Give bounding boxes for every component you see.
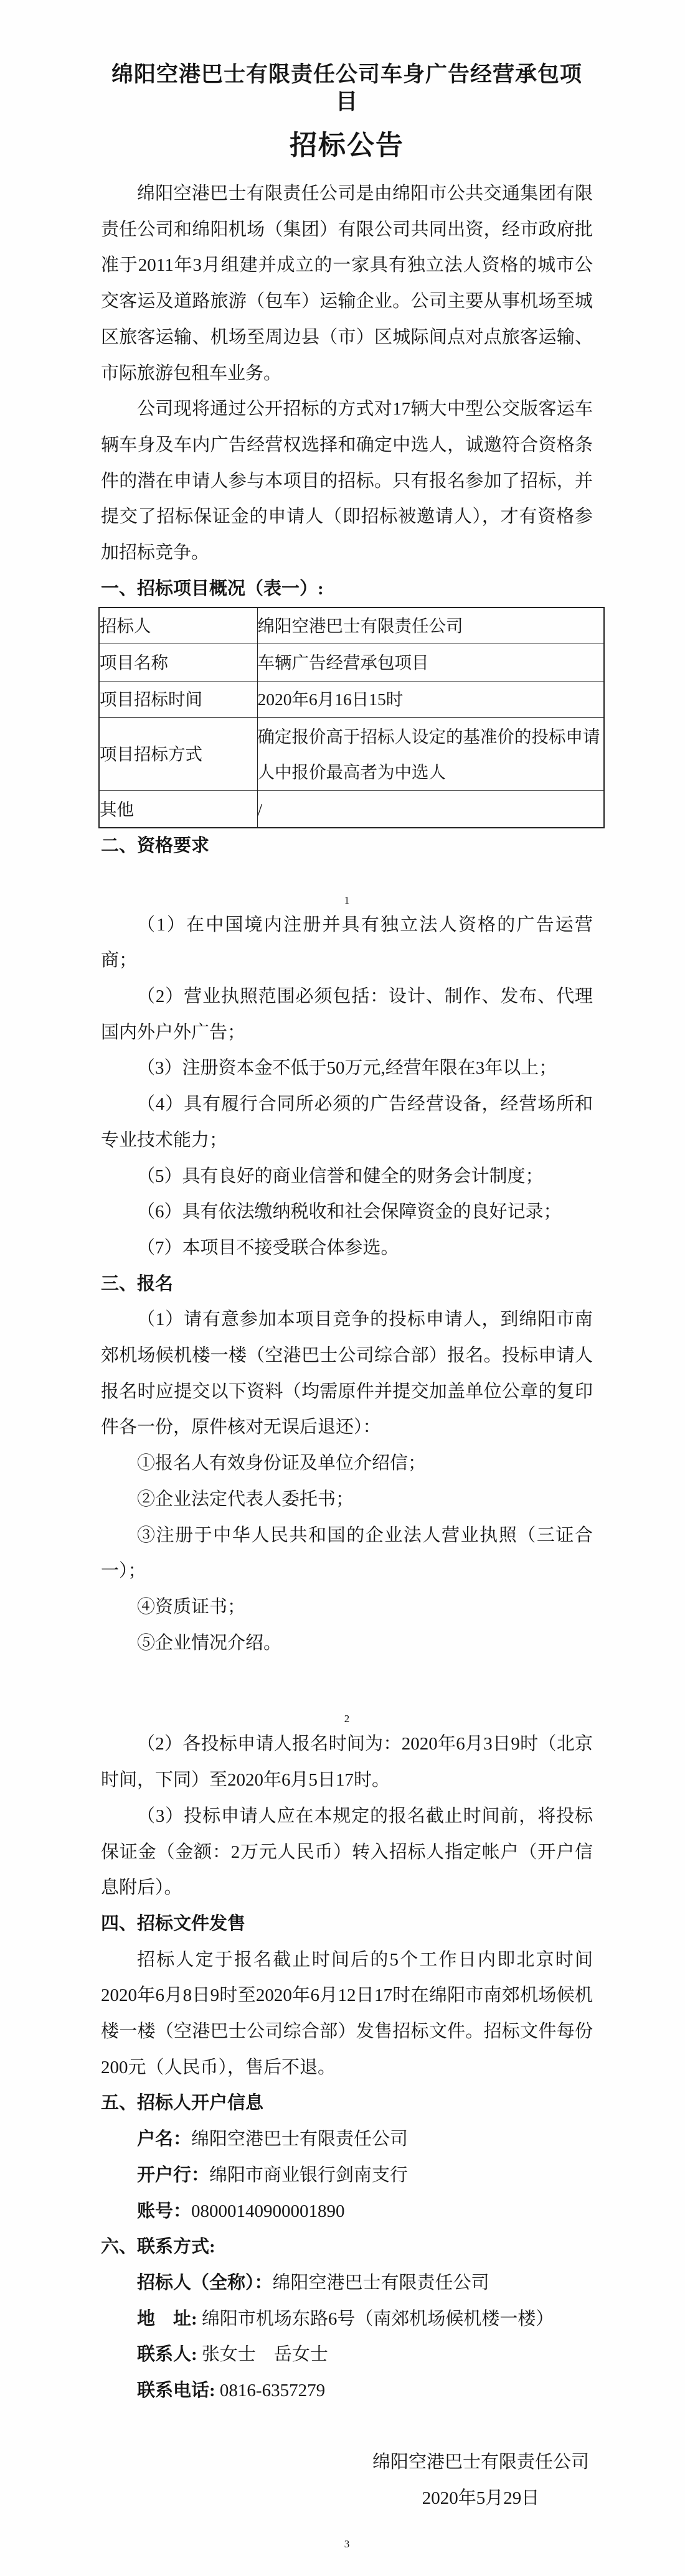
intro-paragraph-1: 绵阳空港巴士有限责任公司是由绵阳市公共交通集团有限责任公司和绵阳机场（集团）有限公司共同出资，经市政府批准于2011年3月组建并成立的一家具有独立法人资格的城市公交客运及道路旅游（包车）运输企业。公司主要从事机场至城区旅客运输、机场至周边县（市）区城际间点对点旅客运输、市际旅游包租车业务。	[101, 184, 593, 383]
account-value: 绵阳空港巴士有限责任公司	[191, 2129, 409, 2150]
contact-value: 绵阳市机场东路6号（南郊机场候机楼一楼）	[201, 2308, 554, 2329]
table-cell-value: /	[257, 791, 604, 828]
page-number-3: 3	[344, 2537, 350, 2550]
table-row	[99, 791, 604, 828]
table-row	[99, 607, 604, 644]
qualification-item: （3）注册资本金不低于50万元,经营年限在3年以上；	[137, 1058, 557, 1079]
qualification-item: （6）具有依法缴纳税收和社会保障资金的良好记录；	[137, 1202, 562, 1222]
account-line-number	[101, 2194, 593, 2230]
section-heading-account: 五、招标人开户信息	[101, 2093, 264, 2114]
table-cell-value: 2020年6月16日15时	[257, 681, 604, 718]
contact-line-tenderer	[101, 2265, 593, 2302]
table-cell-value: 绵阳空港巴士有限责任公司	[257, 607, 604, 644]
table-row	[99, 644, 604, 681]
table-row	[99, 718, 604, 791]
account-label: 账号：	[137, 2201, 192, 2221]
signature-block	[372, 2445, 589, 2516]
account-value: 绵阳市商业银行剑南支行	[209, 2165, 409, 2185]
registration-item-1: （1）请有意参加本项目竞争的投标申请人，到绵阳市南郊机场候机楼一楼（空港巴士公司综合部）报名。投标申请人报名时应提交以下资料（均需原件并提交加盖单位公章的复印件各一份，原件核对无误后退还）：	[101, 1309, 593, 1438]
qualification-item: （1）在中国境内注册并具有独立法人资格的广告运营商；	[101, 914, 593, 971]
account-line-name	[101, 2122, 593, 2158]
material-item: ⑤企业情况介绍。	[137, 1632, 282, 1653]
contact-value: 张女士 岳女士	[201, 2344, 328, 2365]
page-number-1: 1	[344, 894, 350, 906]
contact-line-phone	[101, 2373, 593, 2409]
contact-line-person	[101, 2337, 593, 2373]
material-item: ①报名人有效身份证及单位介绍信；	[137, 1453, 427, 1474]
section-heading-registration: 三、报名	[101, 1273, 174, 1294]
table-cell-label: 项目招标方式	[99, 718, 257, 791]
section-heading-contact: 六、联系方式:	[101, 2237, 215, 2257]
material-item: ④资质证书；	[137, 1597, 246, 1617]
page-number-2: 2	[344, 1713, 350, 1725]
table-cell-label: 项目名称	[99, 644, 257, 681]
account-label: 户名：	[137, 2129, 192, 2150]
contact-label: 联系人:	[137, 2344, 202, 2365]
signature-date: 2020年5月29日	[422, 2488, 540, 2509]
contact-label: 地 址:	[137, 2308, 202, 2329]
qualification-item: （5）具有良好的商业信誉和健全的财务会计制度；	[137, 1166, 544, 1186]
table-cell-label: 招标人	[99, 607, 257, 644]
account-label: 开户行：	[137, 2165, 210, 2185]
qualification-item: （2）营业执照范围必须包括：设计、制作、发布、代理国内外户外广告；	[101, 986, 593, 1042]
table-row	[99, 681, 604, 718]
doc-subtitle: 招标公告	[290, 130, 404, 161]
contact-value: 绵阳空港巴士有限责任公司	[272, 2272, 489, 2293]
table-cell-value: 车辆广告经营承包项目	[257, 644, 604, 681]
project-overview-table	[98, 607, 605, 828]
contact-label: 联系电话:	[137, 2381, 220, 2401]
contact-label: 招标人（全称）：	[137, 2272, 273, 2293]
qualification-item: （7）本项目不接受联合体参选。	[137, 1237, 399, 1258]
signature-company: 绵阳空港巴士有限责任公司	[372, 2452, 589, 2473]
table-cell-label: 项目招标时间	[99, 681, 257, 718]
contact-line-address	[101, 2302, 593, 2338]
section-heading-qualification: 二、资格要求	[101, 835, 210, 856]
registration-item-2: （2）各投标申请人报名时间为：2020年6月3日9时（北京时间，下同）至2020年6月5日17时。	[101, 1734, 593, 1791]
contact-value: 0816-6357279	[219, 2381, 326, 2401]
intro-paragraph-2: 公司现将通过公开招标的方式对17辆大中型公交版客运车辆车身及车内广告经营权选择和确定中选人，诚邀符合资格条件的潜在申请人参与本项目的招标。只有报名参加了招标，并提交了招标保证金的申请人（即招标被邀请人），才有资格参加招标竞争。	[101, 399, 593, 563]
registration-item-3: （3）投标申请人应在本规定的报名截止时间前，将投标保证金（金额：2万元人民币）转入招标人指定帐户（开户信息附后）。	[101, 1806, 593, 1898]
account-line-bank	[101, 2158, 593, 2194]
qualification-item: （4）具有履行合同所必须的广告经营设备，经营场所和专业技术能力；	[101, 1094, 593, 1150]
table-cell-value: 确定报价高于招标人设定的基准价的投标申请人中报价最高者为中选人	[257, 718, 604, 791]
sale-paragraph: 招标人定于报名截止时间后的5个工作日内即北京时间2020年6月8日9时至2020年6月12日17时在绵阳市南郊机场候机楼一楼（空港巴士公司综合部）发售招标文件。招标文件每份200元（人民币），售后不退。	[101, 1949, 593, 2077]
table-cell-label: 其他	[99, 791, 257, 828]
account-value: 08000140900001890	[191, 2201, 345, 2221]
section-heading-sale: 四、招标文件发售	[101, 1913, 246, 1934]
doc-title: 绵阳空港巴士有限责任公司车身广告经营承包项目	[111, 62, 582, 114]
section-heading-overview: 一、招标项目概况（表一）:	[101, 578, 324, 599]
material-item: ②企业法定代表人委托书；	[137, 1489, 354, 1509]
material-item: ③注册于中华人民共和国的企业法人营业执照（三证合一）；	[101, 1525, 593, 1581]
